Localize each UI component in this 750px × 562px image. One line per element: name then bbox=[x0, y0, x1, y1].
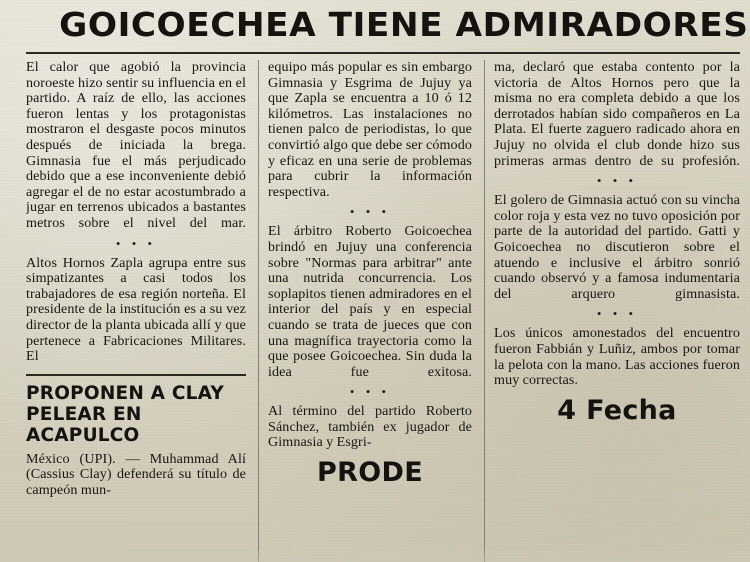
bottom-heading: PRODE bbox=[317, 457, 423, 489]
paragraph: Los únicos amonestados del encuentro fueron Fabbián y Luñiz, ambos por tomar la pelota con la mano. Las acciones fueron muy correctas. bbox=[494, 325, 740, 389]
article-column-1 bbox=[26, 60, 258, 562]
article-column-2 bbox=[258, 60, 484, 562]
paragraph: Altos Hornos Zapla agrupa entre sus simpatizantes a casi todos los trabajadores de esa región norteña. El presidente de la institución es a su vez director de la planta ubicada allí y que pertenece a Fabricaciones Militares. El bbox=[26, 254, 246, 365]
bottom-heading: 4 Fecha bbox=[557, 394, 677, 426]
paragraph-separator: • • • bbox=[596, 173, 638, 189]
article-columns bbox=[26, 60, 740, 562]
paragraph: El árbitro Roberto Goicoechea brindó en Jujuy una conferencia sobre "Normas para arbitrar" ante una nutrida concurrencia. Los soplapitos tienen admiradores en el interior del país y en especial cuando se trata de jueces que con una magnífica trayectoria como la que posee Goicoechea. Sin duda la idea fue exitosa. bbox=[268, 223, 472, 380]
section-divider bbox=[26, 374, 246, 376]
paragraph: El calor que agobió la provincia noroeste hizo sentir su influencia en el partido. A raíz de ello, las acciones fueron lentas y los protagonistas mostraron el desgaste pocos minutos después de iniciada la brega. Gimnasia fue el más perjudicado debido que a ese inconveniente debió agregar el de no estar acostumbrado a jugar en terrenos ubicados a bastantes metros sobre el nivel del mar. bbox=[26, 60, 246, 231]
paragraph: Al término del partido Roberto Sánchez, también ex jugador de Gimnasia y Esgri- bbox=[268, 403, 472, 451]
paragraph: El golero de Gimnasia actuó con su vincha color roja y esta vez no tuvo oposición por parte de la autoridad del partido. Gatti y Goicoechea no discutieron sobre el atuendo e inclusive el árbitro sonrió cuando observó y a famosa indumentaria del arquero gimnasista. bbox=[494, 192, 740, 302]
paragraph-separator: • • • bbox=[115, 235, 157, 251]
section-heading: PROPONEN A CLAY PELEAR EN ACAPULCO bbox=[26, 382, 224, 446]
article-column-3 bbox=[484, 60, 740, 562]
paragraph-separator: • • • bbox=[349, 204, 391, 220]
page-title: GOICOECHEA TIENE ADMIRADORES bbox=[59, 5, 749, 44]
header-divider bbox=[26, 52, 740, 54]
paragraph: equipo más popular es sin embargo Gimnasia y Esgrima de Jujuy ya que Zapla se encuentra a 10 ó 12 kilómetros. Las instalaciones no tienen palco de periodistas, lo que convirtió algo que debe ser cómodo y eficaz en una serie de problemas para cubrir la información respectiva. bbox=[268, 60, 472, 200]
paragraph-separator: • • • bbox=[349, 384, 391, 400]
paragraph: ma, declaró que estaba contento por la victoria de Altos Hornos pero que la misma no era completa debido a que los derrotados habían sido compañeros en La Plata. El fuerte zaguero radicado ahora en Jujuy no olvida el club donde hizo sus primeras armas dentro de su profesión. bbox=[494, 60, 740, 169]
paragraph: México (UPI). — Muhammad Alí (Cassius Clay) defenderá su título de campeón mun- bbox=[26, 450, 246, 498]
paragraph-separator: • • • bbox=[596, 306, 638, 322]
